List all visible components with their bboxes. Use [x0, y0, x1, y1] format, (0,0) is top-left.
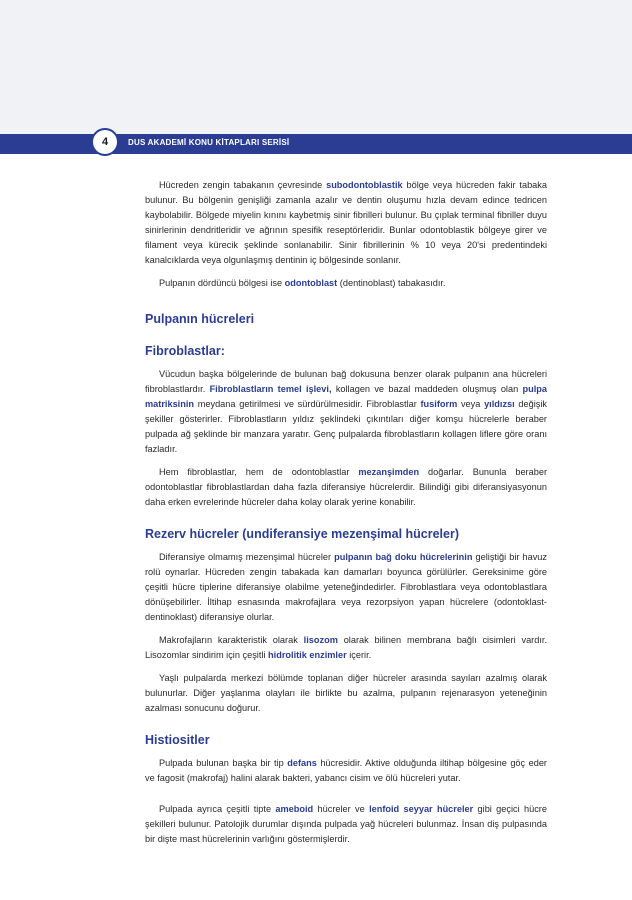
- text: kollagen ve bazal maddeden oluşmuş olan: [331, 384, 523, 394]
- page-number-badge: 4: [91, 128, 119, 156]
- paragraph-mesenchyme: [145, 465, 547, 510]
- paragraph-subodontoblastic: [145, 178, 547, 268]
- main-content: [145, 178, 547, 855]
- text: Hücreden zengin tabakanın çevresinde: [159, 180, 327, 190]
- series-title: DUS AKADEMİ KONU KİTAPLARI SERİSİ: [128, 138, 290, 147]
- highlight-term: fusiform: [420, 399, 458, 409]
- text: değişik şekiller gösterirler. Fibroblastların yıldız şeklindeki çıkıntıları diğer komşu hücrelerle beraber pulpada ağ şeklinde bir manzara yaratır. Genç pulpalarda fibroblastların kollagen liflere göre oranı fazladır.: [145, 399, 548, 454]
- text: Vücudun başka bölgelerinde de bulunan bağ dokusuna benzer olarak pulpanın ana hücreleri fibroblastlardır.: [145, 369, 547, 394]
- text: Pulpanın dördüncü bölgesi ise: [159, 278, 285, 288]
- text: hücreler ve: [313, 804, 370, 814]
- highlight-term: yıldızsı: [484, 399, 515, 409]
- highlight-term: odontoblast: [284, 278, 338, 288]
- page-top-background: [0, 0, 632, 134]
- text: veya: [457, 399, 485, 409]
- paragraph-odontoblast: [145, 276, 547, 291]
- text: geliştiği bir havuz rolü oynarlar. Hücreden zengin tabakada kan damarları boyunca görülürler. Gereksinime göre çeşitli hücre tiplerine diferansiye olabilme yeteneğindedirler. Fibroblastlara veya odontoblastlara dönüşebilirler. İltihap esnasında makrofajlara veya rezorpsiyon yapan hücrelere (odontoklast-dentinoklast) diferansiye olurlar.: [145, 552, 547, 622]
- highlight-term: lisozom: [303, 635, 338, 645]
- paragraph-fibroblast-function: [145, 367, 547, 457]
- heading-histiocytes: Histiositler: [145, 733, 210, 747]
- highlight-term: hidrolitik enzimler: [268, 650, 347, 660]
- text: hücresidir. Aktive olduğunda iltihap bölgesine göç eder ve fagosit (makrofaj) halini alarak bakteri, yabancı cisim ve ölü hücreleri yutar.: [145, 758, 547, 783]
- highlight-term: lenfoid seyyar hücreler: [369, 804, 474, 814]
- paragraph-undifferentiated: [145, 550, 547, 625]
- highlight-term: mezanşimden: [358, 467, 420, 477]
- highlight-term: Fibroblastların temel işlevi,: [209, 384, 332, 394]
- spacer: [145, 794, 547, 802]
- paragraph-macrophages: [145, 633, 547, 663]
- heading-fibroblasts: Fibroblastlar:: [145, 344, 225, 358]
- text: Pulpada ayrıca çeşitli tipte: [159, 804, 276, 814]
- text: içerir.: [346, 650, 372, 660]
- text: (dentinoblast) tabakasıdır.: [337, 278, 446, 288]
- paragraph-aging: Yaşlı pulpalarda merkezi bölümde toplanan diğer hücreler arasında sayıları azalmış olarak bulunurlar. Diğer yaşlanma olayları ile birlikte bu azalma, pulpanın rejenarasyon yeteneğinin azalması sonucunu doğurur.: [145, 673, 547, 713]
- highlight-term: defans: [287, 758, 317, 768]
- text: Hem fibroblastlar, hem de odontoblastlar: [159, 467, 359, 477]
- heading-reserve-cells: Rezerv hücreler (undiferansiye mezenşimal hücreler): [145, 527, 460, 541]
- highlight-term: pulpa matriksinin: [145, 384, 547, 409]
- text: meydana getirilmesi ve sürdürülmesidir. Fibroblastlar: [194, 399, 421, 409]
- highlight-term: subodontoblastik: [326, 180, 403, 190]
- heading-pulpa-cells: Pulpanın hücreleri: [145, 312, 255, 326]
- text: gibi geçici hücre şekilleri bulunur. Patolojik durumlar dışında pulpada yağ hücreleri bulunmaz. İnsan diş pulpasında bir dişte mast hücrelerinin varlığını göstermişlerdir.: [145, 804, 547, 844]
- highlight-term: pulpanın bağ doku hücrelerinin: [334, 552, 473, 562]
- text: bölge veya hücreden fakir tabaka bulunur. Bu bölgenin genişliği zamanla azalır ve dentin oluşumu hızla devam edince tedricen kaybolabilir. Bölgede miyelin kınını kaybetmiş sinir fibrilleri bulunur. Bu çıplak terminal fibriller duyu sinirlerinin dendritleridir ve ağrının spesifik reseptörleridir. Bunlar odontoblastik bölgeye girer ve filament veya kürecik şeklinde sonlanabilir. Sinir fibrillerinin % 10 veya 20'si predentindeki kanalcıklarda veya olgunlaşmış dentinin iç bölgesinde sonlanır.: [145, 180, 547, 265]
- text: Pulpada bulunan başka bir tip: [159, 758, 288, 768]
- text: olarak bilinen membrana bağlı cisimleri vardır. Lisozomlar sindirim için çeşitli: [145, 635, 547, 660]
- text: doğarlar. Bununla beraber odontoblastlar fibroblastlardan daha fazla diferansiye hücrelerdir. Bilindiği gibi diferansiyasyonun daha erken evrelerinde hücreler daha kolay olarak yerine konabilir.: [145, 467, 548, 507]
- paragraph-ameboid: [145, 802, 547, 847]
- paragraph-defense: [145, 756, 547, 786]
- text: Makrofajların karakteristik olarak: [159, 635, 304, 645]
- text: Diferansiye olmamış mezenşimal hücreler: [159, 552, 335, 562]
- highlight-term: ameboid: [275, 804, 314, 814]
